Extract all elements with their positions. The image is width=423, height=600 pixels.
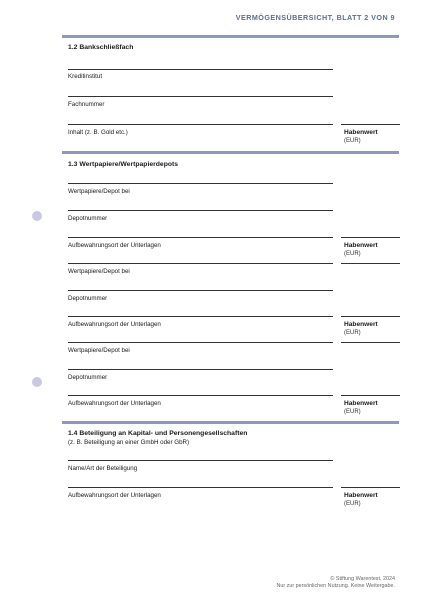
punch-hole-top	[32, 211, 42, 221]
field-label-depotnummer: Depotnummer	[68, 295, 108, 302]
field-label-kreditinstitut: Kreditinstitut	[68, 73, 103, 80]
value-line	[341, 124, 400, 125]
section-divider-1-2	[62, 35, 399, 38]
field-line	[68, 124, 333, 125]
field-line	[68, 263, 333, 264]
field-line	[68, 210, 333, 211]
section-subtitle-beteiligung: (z. B. Beteiligung an einer GmbH oder GbR)	[68, 439, 190, 446]
value-label: Habenwert	[344, 242, 378, 249]
value-unit: (EUR)	[344, 251, 361, 257]
value-line	[341, 487, 400, 488]
value-label: Habenwert	[344, 400, 378, 407]
value-unit: (EUR)	[344, 409, 361, 415]
value-line	[341, 342, 400, 343]
field-label-aufbewahrungsort: Aufbewahrungsort der Unterlagen	[68, 492, 161, 499]
field-line	[68, 237, 333, 238]
punch-hole-bottom	[32, 377, 42, 387]
section-title-wertpapiere: 1.3 Wertpapiere/Wertpapierdepots	[68, 161, 179, 168]
field-label-aufbewahrungsort: Aufbewahrungsort der Unterlagen	[68, 242, 161, 249]
field-label-inhalt: Inhalt (z. B. Gold etc.)	[68, 129, 128, 136]
value-line	[341, 263, 400, 264]
footer-copyright: © Stiftung Warentest, 2024	[330, 576, 395, 582]
value-line	[341, 395, 400, 396]
value-unit: (EUR)	[344, 501, 361, 507]
value-line	[341, 316, 400, 317]
field-label-depot-bei: Wertpapiere/Depot bei	[68, 268, 130, 275]
field-line	[68, 183, 333, 184]
page-header: VERMÖGENSÜBERSICHT, BLATT 2 VON 9	[235, 13, 395, 22]
value-line	[341, 237, 400, 238]
field-line	[68, 342, 333, 343]
field-label-name-art: Name/Art der Beteiligung	[68, 465, 138, 472]
value-label: Habenwert	[344, 129, 378, 136]
field-label-depot-bei: Wertpapiere/Depot bei	[68, 347, 130, 354]
section-divider-1-4	[62, 421, 399, 424]
field-label-depotnummer: Depotnummer	[68, 374, 108, 381]
field-line	[68, 487, 333, 488]
field-line	[68, 395, 333, 396]
field-line	[68, 96, 333, 97]
field-line	[68, 460, 333, 461]
value-unit: (EUR)	[344, 330, 361, 336]
field-line	[68, 290, 333, 291]
field-line	[68, 369, 333, 370]
field-label-depotnummer: Depotnummer	[68, 215, 108, 222]
field-label-aufbewahrungsort: Aufbewahrungsort der Unterlagen	[68, 321, 161, 328]
section-title-beteiligung: 1.4 Beteiligung an Kapital- und Personengesellschaften	[68, 430, 248, 437]
section-title-bankschliessfach: 1.2 Bankschließfach	[68, 44, 134, 51]
field-label-fachnummer: Fachnummer	[68, 101, 105, 108]
field-line	[68, 316, 333, 317]
section-divider-1-3	[62, 151, 399, 154]
value-unit: (EUR)	[344, 138, 361, 144]
field-label-depot-bei: Wertpapiere/Depot bei	[68, 188, 130, 195]
field-line	[68, 69, 333, 70]
field-label-aufbewahrungsort: Aufbewahrungsort der Unterlagen	[68, 400, 161, 407]
value-label: Habenwert	[344, 321, 378, 328]
footer-note: Nur zur persönlichen Nutzung. Keine Weitergabe.	[276, 583, 395, 589]
value-label: Habenwert	[344, 492, 378, 499]
